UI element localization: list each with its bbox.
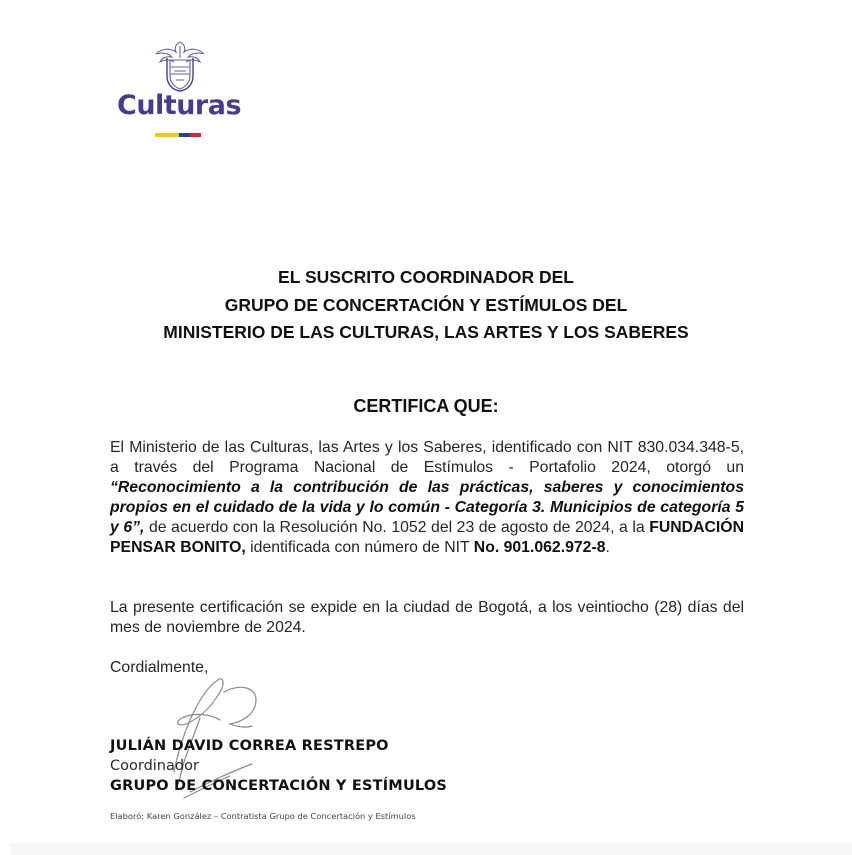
heading-line-1: EL SUSCRITO COORDINADOR DEL: [278, 267, 574, 287]
award-title: “Reconocimiento a la contribución de las prácticas, saberes y conocimientos propios en el cuidado de la vida y lo común - Categoría 3. Municipios de categoría 5 y 6”,: [110, 479, 744, 536]
resolution-text: de acuerdo con la Resolución No. 1052 del 23 de agosto de 2024, a la: [144, 519, 650, 536]
paragraph-end: .: [605, 539, 610, 556]
signatory-name: JULIÁN DAVID CORREA RESTREPO: [110, 738, 389, 754]
certifica-title: CERTIFICA QUE:: [353, 396, 499, 416]
certification-paragraph: [110, 438, 744, 558]
signatory-group: GRUPO DE CONCERTACIÓN Y ESTÍMULOS: [110, 778, 448, 794]
beneficiary-name: FUNDACIÓN PENSAR BONITO,: [110, 519, 744, 556]
coat-of-arms-icon: [152, 38, 208, 92]
heading-line-3: MINISTERIO DE LAS CULTURAS, LAS ARTES Y LOS SABERES: [163, 322, 689, 342]
page-bottom-edge: [10, 843, 852, 855]
flag-yellow: [155, 133, 179, 137]
prepared-by-note: Elaboró: Karen González – Contratista Grupo de Concertación y Estímulos: [110, 811, 416, 821]
heading-line-2: GRUPO DE CONCERTACIÓN Y ESTÍMULOS DEL: [224, 294, 628, 315]
paragraph-intro: El Ministerio de las Culturas, las Artes y los Saberes, identificado con NIT 830.034.348-5, a través del Programa Nacional de Estímulos - Portafolio 2024, otorgó un: [110, 439, 744, 476]
colombia-flag-bar: [155, 133, 201, 137]
flag-blue: [179, 133, 190, 137]
greeting: Cordialmente,: [110, 659, 209, 676]
signatory-role: Coordinador: [110, 758, 199, 774]
document-heading: [0, 264, 852, 347]
flag-red: [190, 133, 201, 137]
issuance-paragraph: La presente certificación se expide en la ciudad de Bogotá, a los veintiocho (28) días del mes de noviembre de 2024.: [110, 599, 744, 636]
beneficiary-nit: No. 901.062.972-8: [473, 539, 606, 556]
nit-intro: identificada con número de NIT: [245, 539, 474, 556]
brand-name: Culturas: [117, 90, 242, 121]
ministry-logo: [112, 38, 246, 142]
